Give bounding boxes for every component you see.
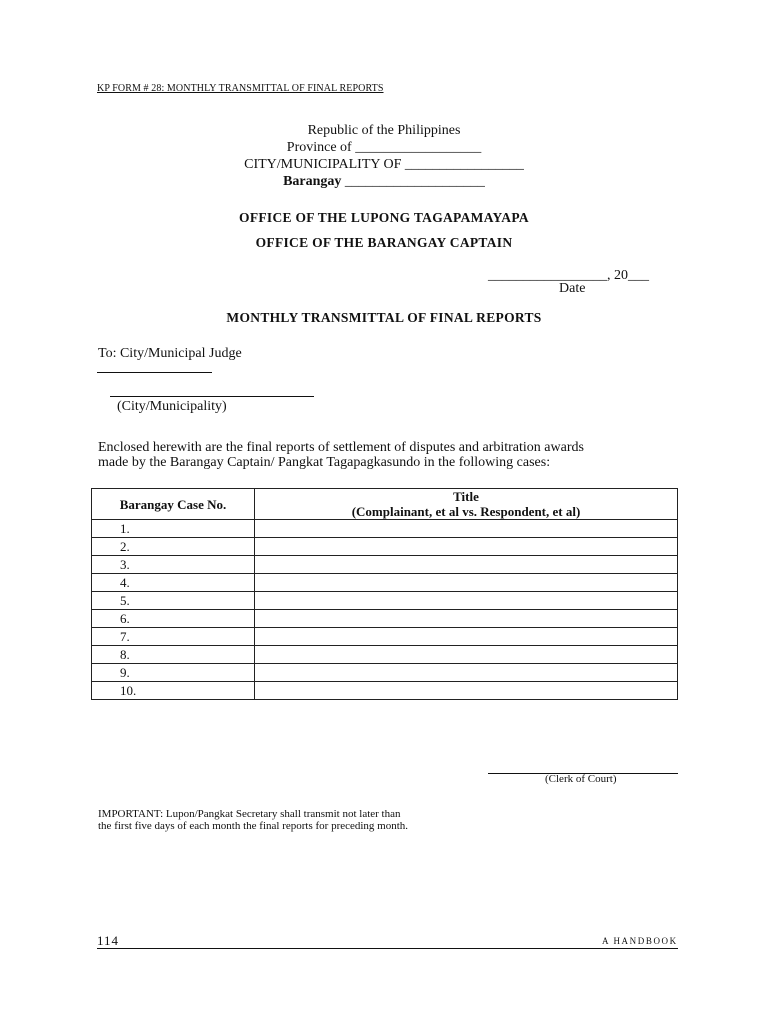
case-number: 3. xyxy=(92,556,255,574)
date-blank: _________________, 20___ xyxy=(488,268,649,283)
city-line: CITY/MUNICIPALITY OF _________________ xyxy=(244,157,524,172)
clerk-of-court-label: (Clerk of Court) xyxy=(545,773,617,785)
case-no-header: Barangay Case No. xyxy=(92,489,255,520)
case-number: 1. xyxy=(92,520,255,538)
case-title-cell[interactable] xyxy=(255,574,678,592)
case-title-cell[interactable] xyxy=(255,682,678,700)
table-row xyxy=(92,538,678,556)
barangay-line xyxy=(0,174,768,190)
case-title-cell[interactable] xyxy=(255,520,678,538)
important-line-1: IMPORTANT: Lupon/Pangkat Secretary shall transmit not later than xyxy=(98,808,401,820)
table-row xyxy=(92,520,678,538)
body-line-2: made by the Barangay Captain/ Pangkat Tagapagkasundo in the following cases: xyxy=(98,455,551,470)
judge-name-line xyxy=(97,372,212,373)
table-row xyxy=(92,610,678,628)
table-row xyxy=(92,592,678,610)
case-title-cell[interactable] xyxy=(255,592,678,610)
republic-line: Republic of the Philippines xyxy=(307,123,461,138)
case-number: 4. xyxy=(92,574,255,592)
footer-rule xyxy=(97,948,678,949)
case-title-cell[interactable] xyxy=(255,664,678,682)
table-row xyxy=(92,628,678,646)
case-number: 7. xyxy=(92,628,255,646)
case-title-cell[interactable] xyxy=(255,538,678,556)
office-lupon-heading: OFFICE OF THE LUPONG TAGAPAMAYAPA xyxy=(239,210,529,225)
addressee-to: To: City/Municipal Judge xyxy=(98,346,242,361)
cases-table xyxy=(91,488,678,700)
case-number: 9. xyxy=(92,664,255,682)
case-title-cell[interactable] xyxy=(255,646,678,664)
table-row xyxy=(92,664,678,682)
form-title: MONTHLY TRANSMITTAL OF FINAL REPORTS xyxy=(226,310,542,325)
table-row xyxy=(92,682,678,700)
handbook-label: A HANDBOOK xyxy=(602,936,678,946)
title-header-line1: Title xyxy=(453,489,479,504)
date-label: Date xyxy=(559,281,586,296)
important-line-2: the first five days of each month the final reports for preceding month. xyxy=(98,820,409,832)
form-reference: KP FORM # 28: MONTHLY TRANSMITTAL OF FINAL REPORTS xyxy=(97,83,384,94)
city-municipality-label: (City/Municipality) xyxy=(117,399,227,414)
case-number: 10. xyxy=(92,682,255,700)
page-number: 114 xyxy=(97,933,120,948)
case-number: 5. xyxy=(92,592,255,610)
office-captain-heading: OFFICE OF THE BARANGAY CAPTAIN xyxy=(255,235,513,250)
case-number: 6. xyxy=(92,610,255,628)
case-title-cell[interactable] xyxy=(255,556,678,574)
table-header-row xyxy=(92,489,678,520)
city-name-line xyxy=(110,396,314,397)
title-header-line2: (Complainant, et al vs. Respondent, et al) xyxy=(351,504,581,519)
case-title-cell[interactable] xyxy=(255,610,678,628)
table-row xyxy=(92,574,678,592)
case-number: 2. xyxy=(92,538,255,556)
case-number: 8. xyxy=(92,646,255,664)
province-line: Province of __________________ xyxy=(286,140,482,155)
title-header xyxy=(255,489,678,520)
table-row xyxy=(92,556,678,574)
barangay-blank: ____________________ xyxy=(344,174,485,189)
body-line-1: Enclosed herewith are the final reports of settlement of disputes and arbitration awards xyxy=(98,440,584,455)
barangay-label: Barangay xyxy=(283,174,342,189)
case-title-cell[interactable] xyxy=(255,628,678,646)
table-row xyxy=(92,646,678,664)
